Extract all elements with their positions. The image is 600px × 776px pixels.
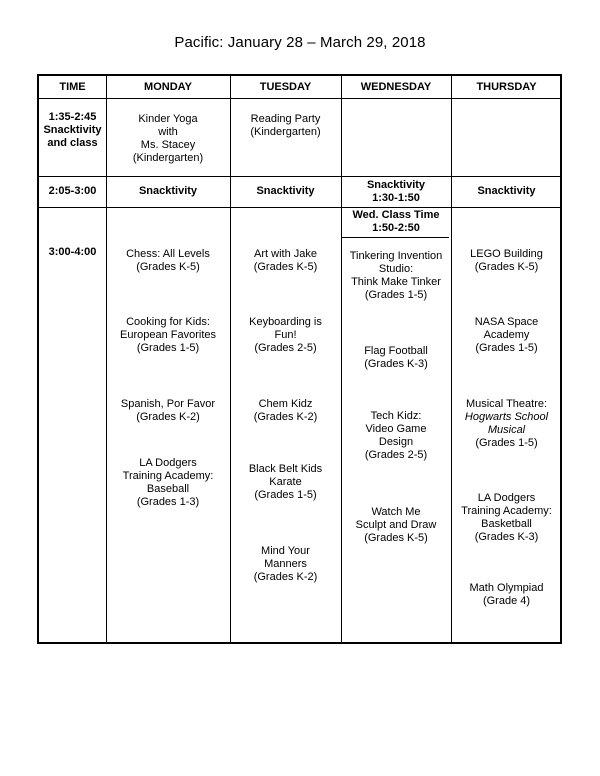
class-line: (Grades K-5) bbox=[474, 261, 539, 273]
class-line: with bbox=[158, 126, 178, 138]
thursday-activity bbox=[451, 248, 562, 274]
class-line: (Kindergarten) bbox=[132, 152, 204, 164]
class-line: Manners bbox=[264, 558, 307, 570]
class-line: (Grades 2-5) bbox=[254, 342, 317, 354]
monday-activity bbox=[106, 457, 230, 509]
class-line: (Grades K-2) bbox=[253, 571, 318, 583]
thursday-activity bbox=[451, 316, 562, 355]
class-line: European Favorites bbox=[120, 329, 216, 341]
class-line: Design bbox=[378, 436, 414, 448]
schedule-table bbox=[37, 74, 562, 644]
class-line: (Grades K-3) bbox=[474, 531, 539, 543]
class-line: Musical Theatre: bbox=[465, 398, 548, 410]
class-line: Training Academy: bbox=[461, 505, 552, 517]
monday-activity bbox=[106, 398, 230, 424]
row1-tuesday bbox=[230, 113, 341, 139]
column-divider bbox=[451, 76, 452, 642]
header-tuesday: TUESDAY bbox=[259, 81, 312, 93]
class-line: (Grades 1-5) bbox=[364, 289, 428, 301]
class-line: (Grades 1-5) bbox=[475, 437, 538, 449]
header-monday: MONDAY bbox=[144, 81, 192, 93]
header-thursday: THURSDAY bbox=[476, 81, 537, 93]
class-line: Musical bbox=[487, 424, 526, 436]
class-line: Think Make Tinker bbox=[351, 276, 441, 288]
class-line: Spanish, Por Favor bbox=[120, 398, 216, 410]
monday-activity bbox=[106, 248, 230, 274]
row2-thursday: Snacktivity bbox=[477, 185, 536, 197]
tuesday-activity bbox=[230, 545, 341, 584]
wednesday-activity bbox=[341, 506, 451, 545]
tuesday-activity bbox=[230, 463, 341, 502]
class-line: Training Academy: bbox=[122, 470, 214, 482]
class-line: LA Dodgers bbox=[477, 492, 536, 504]
class-line: Sculpt and Draw bbox=[355, 519, 437, 531]
class-line: (Grades 1-5) bbox=[136, 342, 200, 354]
row2-monday: Snacktivity bbox=[138, 185, 198, 197]
class-line: 1:30-1:50 bbox=[372, 192, 420, 204]
wednesday-activity bbox=[341, 345, 451, 371]
class-line: Karate bbox=[269, 476, 302, 488]
class-line: Mind Your bbox=[261, 545, 310, 557]
class-line: Tinkering Invention bbox=[349, 250, 443, 262]
row-divider bbox=[39, 207, 560, 208]
row1-time bbox=[39, 111, 106, 150]
class-line: Art with Jake bbox=[254, 248, 317, 260]
class-line: NASA Space bbox=[474, 316, 539, 328]
class-line: Tech Kidz: bbox=[370, 410, 422, 422]
class-line: 1:50-2:50 bbox=[372, 222, 420, 234]
class-line: (Grades K-2) bbox=[136, 411, 200, 423]
class-line: (Kindergarten) bbox=[250, 126, 321, 138]
row1-monday bbox=[106, 113, 230, 165]
time-line: 1:35-2:45 bbox=[48, 111, 97, 123]
class-line: (Grades K-5) bbox=[364, 532, 428, 544]
class-line: Wed. Class Time bbox=[352, 209, 440, 221]
row2-tuesday: Snacktivity bbox=[256, 185, 315, 197]
class-line: Video Game bbox=[365, 423, 427, 435]
row3-time: 3:00-4:00 bbox=[48, 246, 97, 258]
class-line: Chem Kidz bbox=[258, 398, 313, 410]
class-line: Snacktivity bbox=[366, 179, 426, 191]
header-wednesday: WEDNESDAY bbox=[360, 81, 432, 93]
tuesday-activity bbox=[230, 398, 341, 424]
wed-class-time bbox=[341, 209, 451, 235]
class-line: (Grades K-3) bbox=[364, 358, 428, 370]
row-divider bbox=[39, 176, 560, 177]
class-line: (Grades K-2) bbox=[253, 411, 318, 423]
header-time: TIME bbox=[59, 81, 86, 93]
row2-wednesday bbox=[341, 179, 451, 205]
class-line: Hogwarts School bbox=[464, 411, 549, 423]
class-line: Fun! bbox=[274, 329, 297, 341]
wednesday-activity bbox=[341, 410, 451, 462]
wednesday-activity bbox=[341, 250, 451, 302]
wed-subheader-divider bbox=[341, 237, 449, 238]
class-line: Studio: bbox=[378, 263, 414, 275]
class-line: Ms. Stacey bbox=[140, 139, 196, 151]
class-line: Chess: All Levels bbox=[126, 248, 210, 260]
class-line: Keyboarding is bbox=[249, 316, 322, 328]
class-line: Baseball bbox=[146, 483, 190, 495]
class-line: Reading Party bbox=[250, 113, 321, 125]
tuesday-activity bbox=[230, 248, 341, 274]
tuesday-activity bbox=[230, 316, 341, 355]
class-line: Academy bbox=[483, 329, 530, 341]
thursday-activity bbox=[451, 582, 562, 608]
monday-activity bbox=[106, 316, 230, 355]
time-line: Snacktivity bbox=[43, 124, 102, 136]
class-line: (Grade 4) bbox=[482, 595, 531, 607]
class-line: (Grades 1-5) bbox=[254, 489, 317, 501]
class-line: (Grades K-5) bbox=[253, 261, 318, 273]
time-line: and class bbox=[47, 137, 98, 149]
class-line: (Grades K-5) bbox=[136, 261, 200, 273]
class-line: Black Belt Kids bbox=[248, 463, 323, 475]
class-line: (Grades 1-5) bbox=[475, 342, 538, 354]
class-line: Watch Me bbox=[371, 506, 421, 518]
class-line: Cooking for Kids: bbox=[126, 316, 210, 328]
page-title: Pacific: January 28 – March 29, 2018 bbox=[174, 34, 426, 51]
thursday-activity bbox=[451, 398, 562, 450]
class-line: Flag Football bbox=[364, 345, 428, 357]
row2-time: 2:05-3:00 bbox=[48, 185, 97, 197]
class-line: LEGO Building bbox=[470, 248, 543, 260]
class-line: LA Dodgers bbox=[139, 457, 197, 469]
class-line: (Grades 2-5) bbox=[364, 449, 428, 461]
class-line: (Grades 1-3) bbox=[136, 496, 200, 508]
class-line: Kinder Yoga bbox=[138, 113, 198, 125]
row-divider bbox=[39, 98, 560, 99]
class-line: Math Olympiad bbox=[469, 582, 544, 594]
class-line: Basketball bbox=[481, 518, 532, 530]
thursday-activity bbox=[451, 492, 562, 544]
